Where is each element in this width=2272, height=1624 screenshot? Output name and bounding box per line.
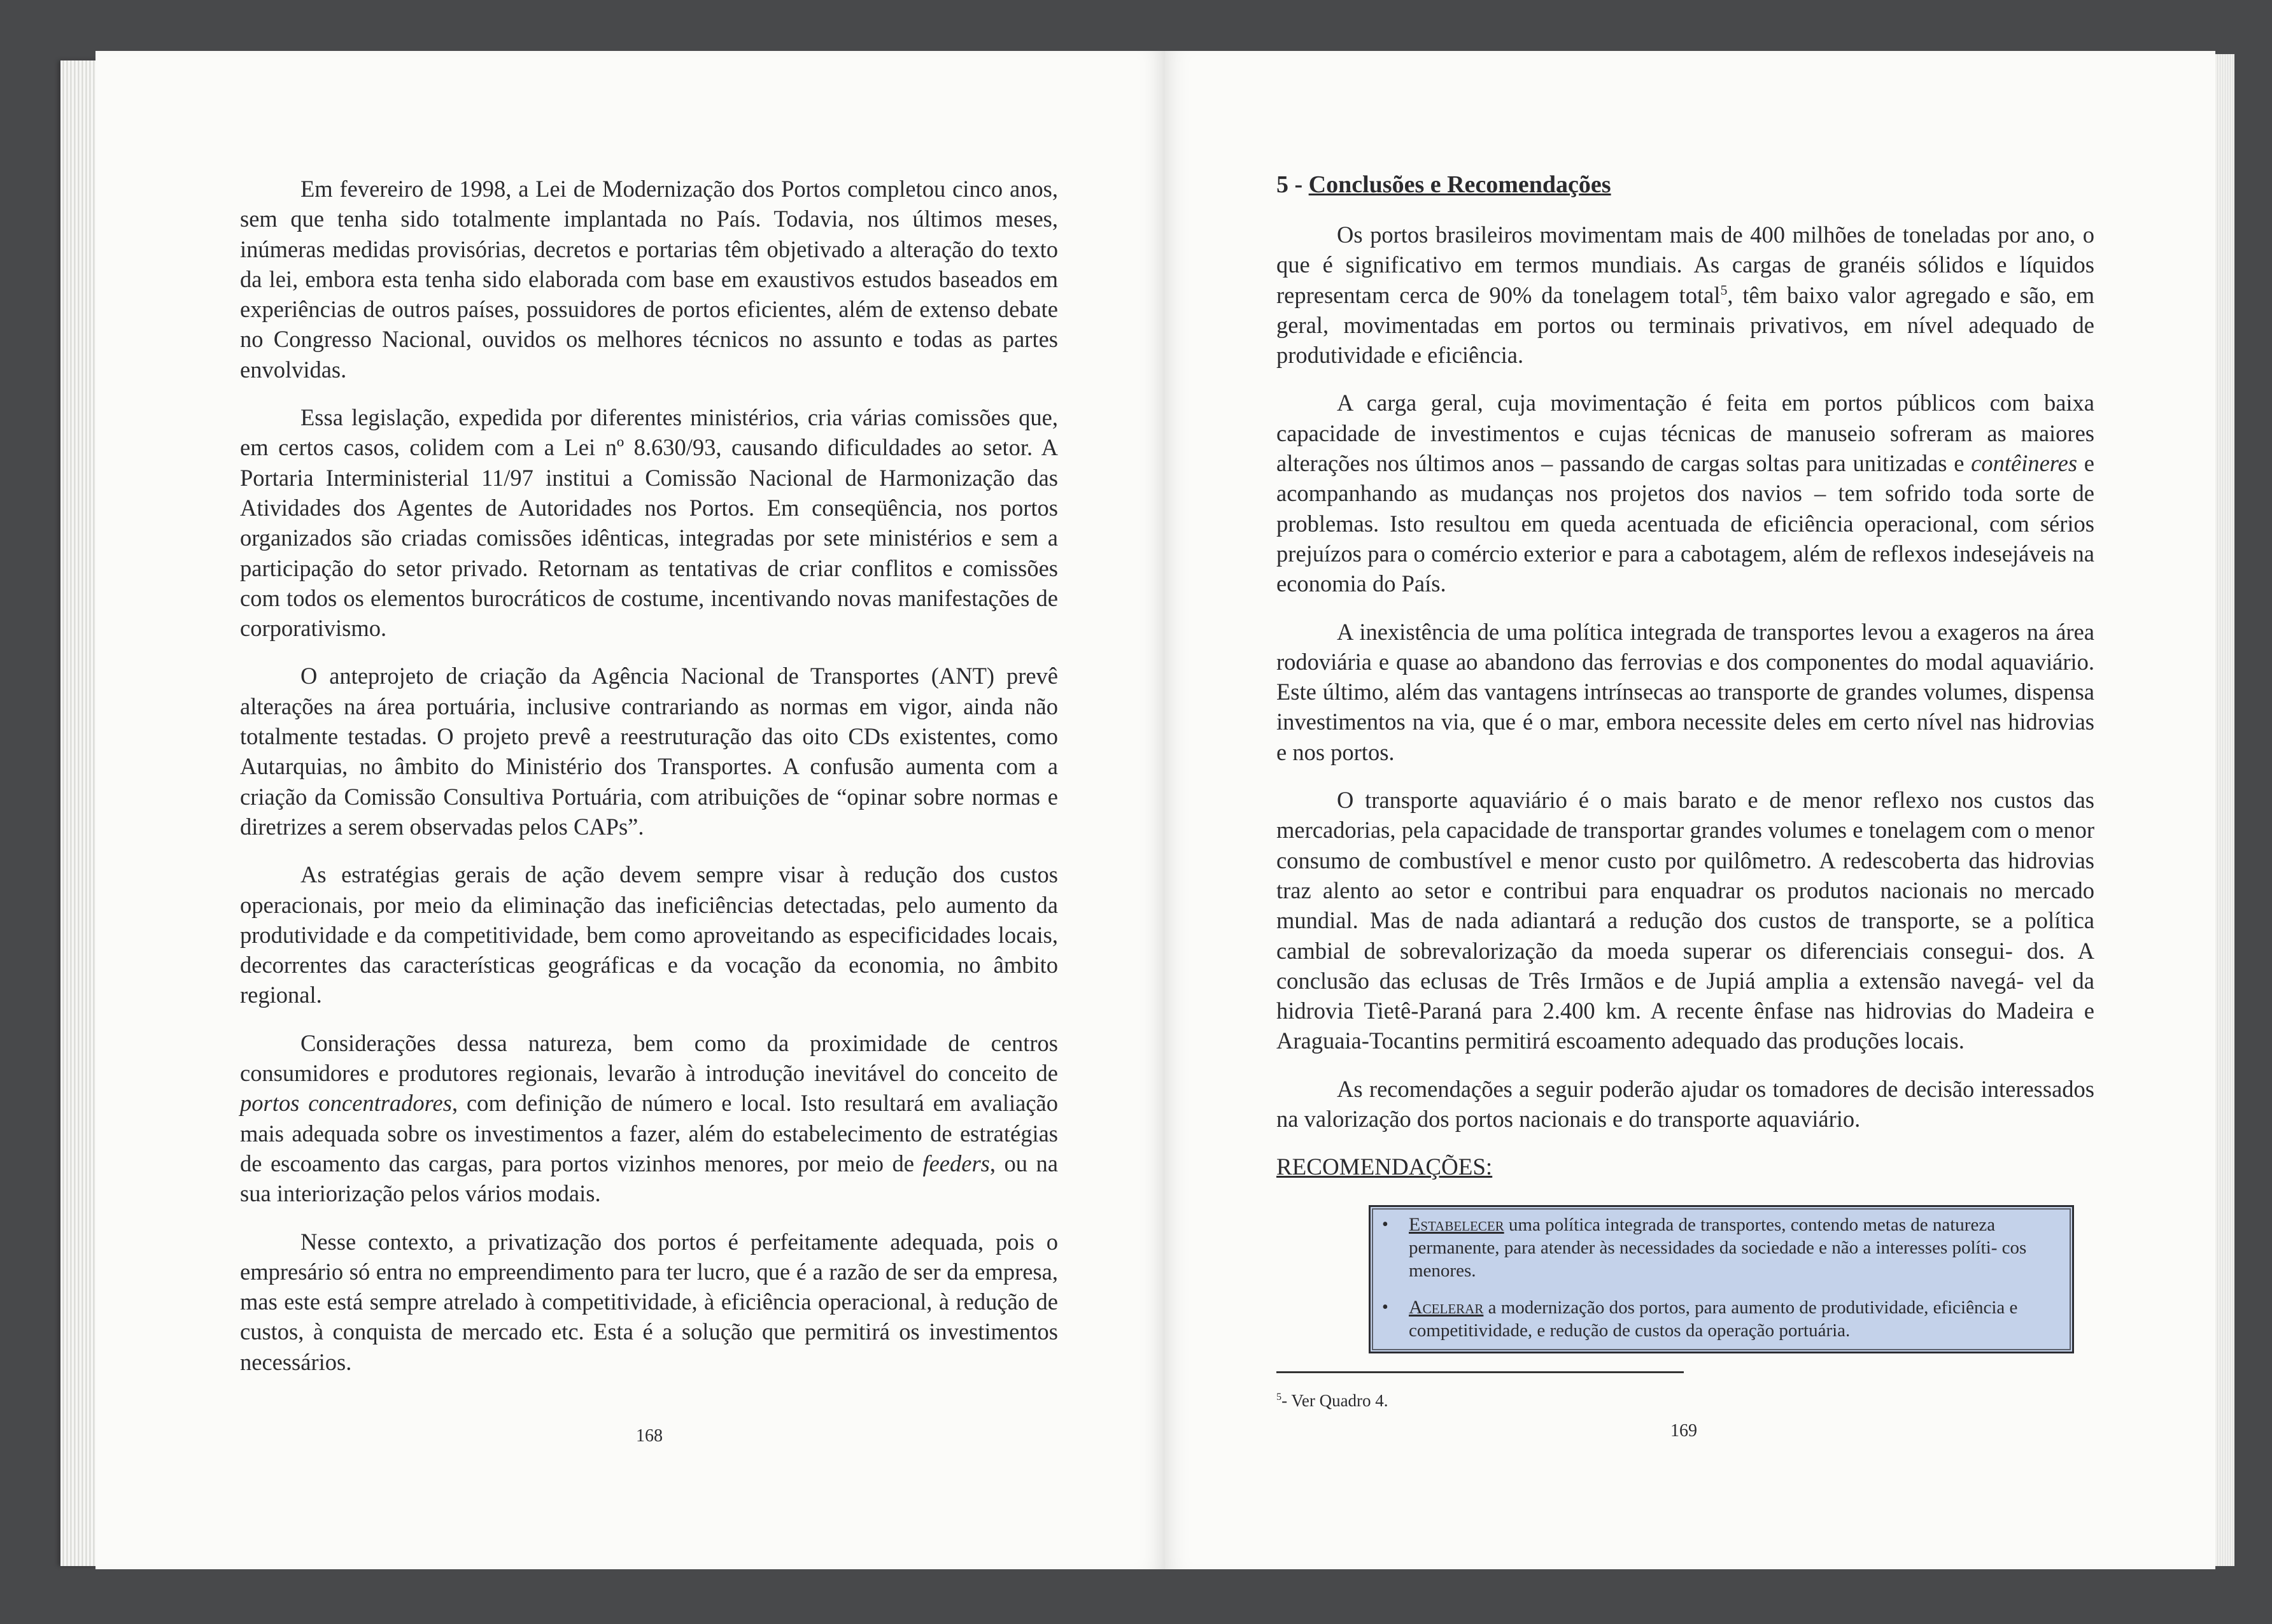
text-run: , com definição de número e local. Isto resultará em avaliação mais adequada sobre os investimentos a fazer, além do estabelecimento de estratégias de escoamento das cargas, para portos vizinhos menores, por meio de <box>240 1090 1058 1176</box>
section-number: 5 - <box>1276 171 1309 198</box>
paragraph: Essa legislação, expedida por diferentes ministérios, cria várias comissões que, em certos casos, colidem com a Lei nº 8.630/93, causando dificuldades ao setor. A Portaria Interministerial 11/97 institui a Comissão Nacional de Harmonização das Atividades dos Agentes de Autoridades nos Portos. Em conseqüência, nos portos organizados são criadas comissões idênticas, integradas por sete ministérios e sem a participação do setor privado. Retornam as tentativas de criar conflitos e comissões com todos os elementos burocráticos de costume, incentivando novas manifestações de corporativismo. <box>240 404 1058 642</box>
footnote-mark: 5 <box>1276 1391 1282 1402</box>
italic-term: contêineres <box>1971 450 2078 477</box>
paragraph: As recomendações a seguir poderão ajudar os tomadores de decisão interessados na valorização dos portos nacionais e do transporte aquaviário. <box>1276 1075 2094 1133</box>
text-run: Considerações dessa natureza, bem como da proximidade de centros consumidores e produtores regionais, levarão à introdução inevitável do conceito de <box>240 1029 1058 1087</box>
footnote-ref: 5 <box>1720 281 1728 298</box>
text-run: A carga geral, cuja movimentação é feita em portos públicos com baixa capacidade de investimentos e cujas técnicas de manuseio sofreram as maiores alterações nos últimos anos – passando de cargas soltas para unitizadas e <box>1276 390 2094 477</box>
left-page-text <box>240 174 1058 1395</box>
recommendation-lead: Estabelecer <box>1409 1214 1504 1235</box>
recommendation-lead: Acelerar <box>1409 1297 1484 1318</box>
italic-term: portos concentradores <box>240 1090 452 1117</box>
text-run: , têm baixo valor agregado e são, em geral, movimentadas em portos ou terminais privativos, em nível adequado de produtividade e eficiência. <box>1276 281 2094 369</box>
page-number-left: 168 <box>636 1426 663 1446</box>
recommendations-box <box>1369 1205 2074 1353</box>
text-run: Os portos brasileiros movimentam mais de 400 milhões de toneladas por ano, o que é significativo em termos mundiais. As cargas de granéis sólidos e líquidos representam cerca de 90% da tonelagem total <box>1276 222 2094 308</box>
right-page-text <box>1276 220 2094 1152</box>
paragraph: O anteprojeto de criação da Agência Nacional de Transportes (ANT) prevê alterações na área portuária, inclusive contrariando as normas em vigor, ainda não totalmente testadas. O projeto prevê a reestruturação das oito CDs existentes, como Autarquias, no âmbito do Ministério dos Transportes. A confusão aumenta com a criação da Comissão Consultiva Portuária, com atribuições de “opinar sobre normas e diretrizes a serem observadas pelos CAPs”. <box>240 663 1058 840</box>
paragraph: Em fevereiro de 1998, a Lei de Modernização dos Portos completou cinco anos, sem que tenha sido totalmente implantada no País. Todavia, nos últimos meses, inúmeras medidas provisórias, decretos e portarias têm objetivado a alteração do texto da lei, embora esta tenha sido elaborada com base em exaustivos estudos baseados em experiências de outros países, possuidores de portos eficientes, além de extenso debate no Congresso Nacional, ouvidos os melhores técnicos no assunto e todas as partes envolvidas. <box>240 176 1058 383</box>
paragraph <box>240 1028 1058 1209</box>
paragraph: O transporte aquaviário é o mais barato e de menor reflexo nos custos das mercadorias, pela capacidade de transportar grandes volumes e tonelagem com o menor consumo de combustível e menor custo por quilômetro. A redescoberta das hidrovias traz alento ao setor e contribui para enquadrar os produtos nacionais no mercado mundial. Mas de nada adiantará a redução dos custos de transporte, se a política cambial de sobrevalorização da moeda superar os diferenciais consegui- dos. A conclusão das eclusas de Três Irmãos e de Jupiá amplia a extensão navegá- vel da hidrovia Tietê-Paraná para 2.400 km. A recente ênfase nas hidrovias do Madeira e Araguaia-Tocantins permitirá escoamento adequado das produções locais. <box>1276 787 2094 1054</box>
page-stack-right-edge <box>2215 54 2234 1566</box>
recommendation-text: a modernização dos portos, para aumento de produtividade, eficiência e competitividade, e redução de custos da operação portuária. <box>1409 1297 2018 1341</box>
section-title: Conclusões e Recomendações <box>1308 171 1611 198</box>
paragraph: A inexistência de uma política integrada de transportes levou a exageros na área rodoviária e quase ao abandono das ferrovias e dos componentes do modal aquaviário. Este último, além das vantagens intrínsecas ao transporte de grandes volumes, dispensa investimentos na via, que é o mar, embora necessite deles em certo nível nas hidrovias e nos portos. <box>1276 618 2094 765</box>
recommendation-item <box>1382 1296 2057 1342</box>
section-heading <box>1276 171 1611 199</box>
text-run: e acompanhando as mudanças nos projetos dos navios – tem sofrido toda sorte de problemas. Isto resultou em queda acentuada de eficiência operacional, com sérios prejuízos para o comércio exterior e para a cabotagem, além de reflexos indesejáveis na economia do País. <box>1276 450 2094 597</box>
footnote-text: - Ver Quadro 4. <box>1281 1391 1388 1410</box>
text-run: , ou na sua interiorização pelos vários modais. <box>240 1150 1058 1207</box>
page-number-right: 169 <box>1670 1421 1697 1441</box>
bullet: • <box>1382 1215 1388 1234</box>
paragraph <box>1276 388 2094 598</box>
recommendation-item <box>1382 1213 2057 1282</box>
recommendations-heading: RECOMENDAÇÕES: <box>1276 1154 1493 1180</box>
italic-term: feeders <box>922 1150 990 1176</box>
recommendation-text: uma política integrada de transportes, contendo metas de natureza permanente, para atender às necessidades da sociedade e não a interesses políti- cos menores. <box>1409 1215 2027 1281</box>
footnote-rule <box>1276 1371 1684 1373</box>
paragraph: Nesse contexto, a privatização dos portos é perfeitamente adequada, pois o empresário só entra no empreendimento para ter lucro, que é a razão de ser da empresa, mas este está sempre atrelado à competitividade, à eficiência operacional, à redução de custos, à conquista de mercado etc. Esta é a solução que permitirá os investimentos necessários. <box>240 1228 1058 1375</box>
paragraph: As estratégias gerais de ação devem sempre visar à redução dos custos operacionais, por meio da eliminação das ineficiências detectadas, pelo aumento da produtividade e da competitividade, bem como aproveitando as especificidades locais, decorrentes das características geográficas e da vocação da economia, no âmbito regional. <box>240 861 1058 1008</box>
footnote <box>1276 1391 1388 1411</box>
paragraph <box>1276 220 2094 370</box>
bullet: • <box>1382 1297 1388 1317</box>
